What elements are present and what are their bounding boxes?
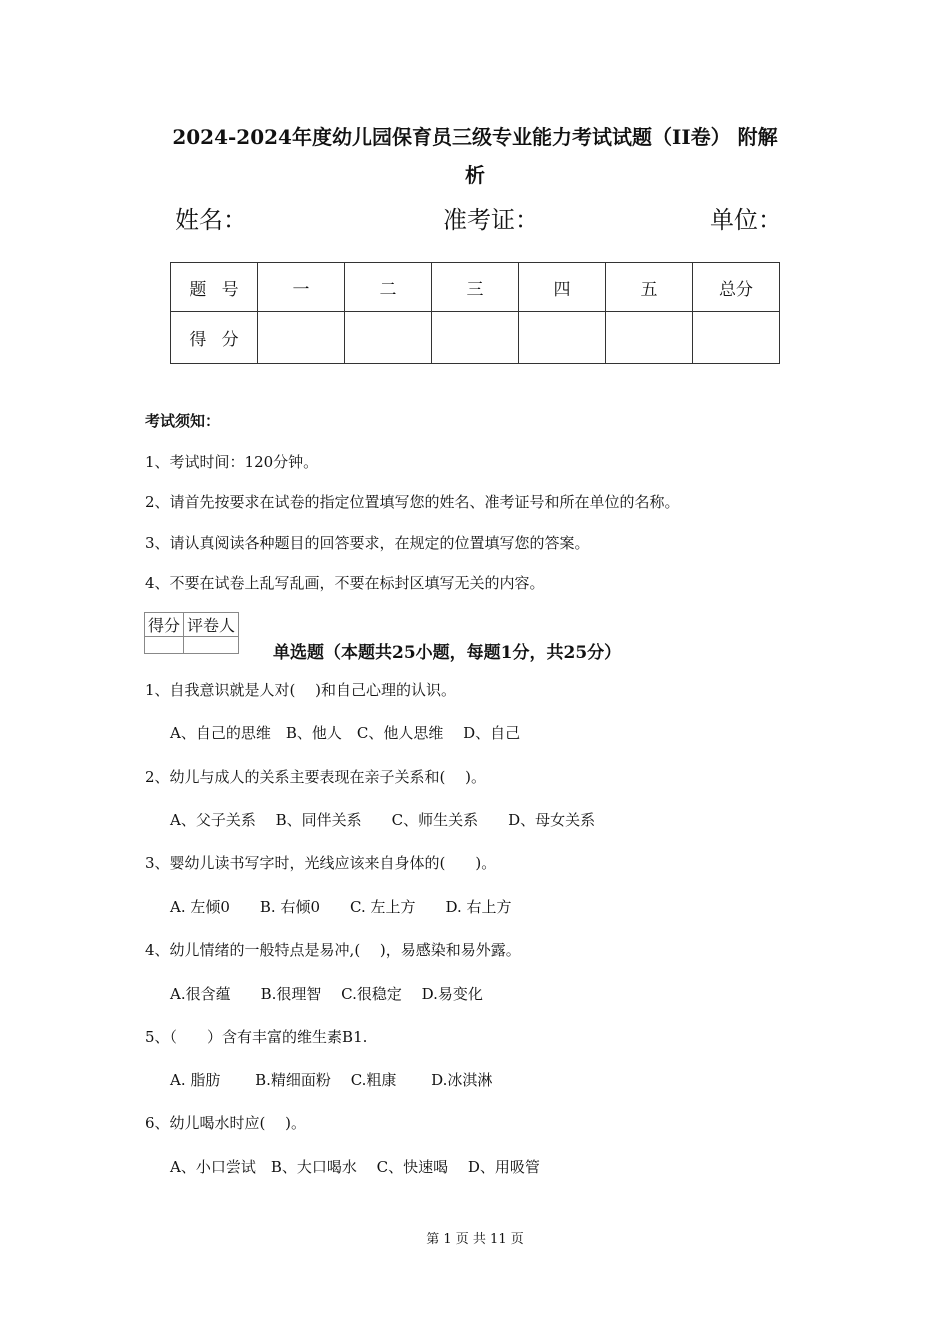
notice-title: 考试须知： [145, 412, 221, 430]
score-col-2: 二 [345, 263, 432, 312]
score-col-total: 总分 [693, 263, 780, 312]
name-label: 姓名： [175, 206, 247, 234]
grader-score-label: 得分 [145, 613, 184, 637]
score-cell[interactable] [345, 312, 432, 364]
notice-item: 2、请首先按要求在试卷的指定位置填写您的姓名、准考证号和所在单位的名称。 [145, 493, 680, 511]
page-footer: 第 1 页 共 11 页 [426, 1232, 524, 1247]
score-table [170, 262, 780, 364]
question-5: 5、（ ）含有丰富的维生素B1. [145, 1028, 368, 1046]
grader-score-cell[interactable] [145, 637, 184, 654]
question-3-options: A. 左倾0 B. 右倾0 C. 左上方 D. 右上方 [170, 898, 512, 916]
exam-id-label: 准考证： [443, 206, 539, 234]
score-cell[interactable] [519, 312, 606, 364]
score-table-header-row [171, 263, 780, 312]
score-col-4: 四 [519, 263, 606, 312]
grader-reviewer-label: 评卷人 [184, 613, 239, 637]
title-line-2: 析 [465, 163, 485, 187]
question-3: 3、婴幼儿读书写字时，光线应该来自身体的( )。 [145, 854, 497, 872]
document-title [130, 118, 820, 194]
section-title: 单选题（本题共25小题，每题1分，共25分） [273, 643, 622, 663]
question-6: 6、幼儿喝水时应( )。 [145, 1114, 307, 1132]
notice-item: 3、请认真阅读各种题目的回答要求，在规定的位置填写您的答案。 [145, 534, 590, 552]
question-1-options: A、自己的思维 B、他人 C、他人思维 D、自己 [170, 724, 521, 742]
grader-box [144, 612, 239, 654]
question-2: 2、幼儿与成人的关系主要表现在亲子关系和( )。 [145, 768, 487, 786]
question-4: 4、幼儿情绪的一般特点是易冲,( )，易感染和易外露。 [145, 941, 521, 959]
score-table-header-label: 题号 [171, 263, 258, 312]
score-cell[interactable] [606, 312, 693, 364]
question-6-options: A、小口尝试 B、大口喝水 C、快速喝 D、用吸管 [170, 1158, 540, 1176]
score-cell[interactable] [432, 312, 519, 364]
score-cell[interactable] [258, 312, 345, 364]
unit-label: 单位： [710, 206, 782, 234]
question-5-options: A. 脂肪 B.精细面粉 C.粗康 D.冰淇淋 [170, 1071, 493, 1089]
question-4-options: A.很含蕴 B.很理智 C.很稳定 D.易变化 [170, 985, 483, 1003]
question-2-options: A、父子关系 B、同伴关系 C、师生关系 D、母女关系 [170, 811, 596, 829]
score-cell-total[interactable] [693, 312, 780, 364]
score-table-score-row [171, 312, 780, 364]
title-line-1: 2024-2024年度幼儿园保育员三级专业能力考试试题（II卷） 附解 [172, 125, 778, 149]
grader-reviewer-cell[interactable] [184, 637, 239, 654]
notice-item: 4、不要在试卷上乱写乱画，不要在标封区填写无关的内容。 [145, 574, 545, 592]
score-table-score-label: 得分 [171, 312, 258, 364]
notice-item: 1、考试时间：120分钟。 [145, 453, 319, 471]
score-col-1: 一 [258, 263, 345, 312]
score-col-5: 五 [606, 263, 693, 312]
question-1: 1、自我意识就是人对( )和自己心理的认识。 [145, 681, 457, 699]
score-col-3: 三 [432, 263, 519, 312]
